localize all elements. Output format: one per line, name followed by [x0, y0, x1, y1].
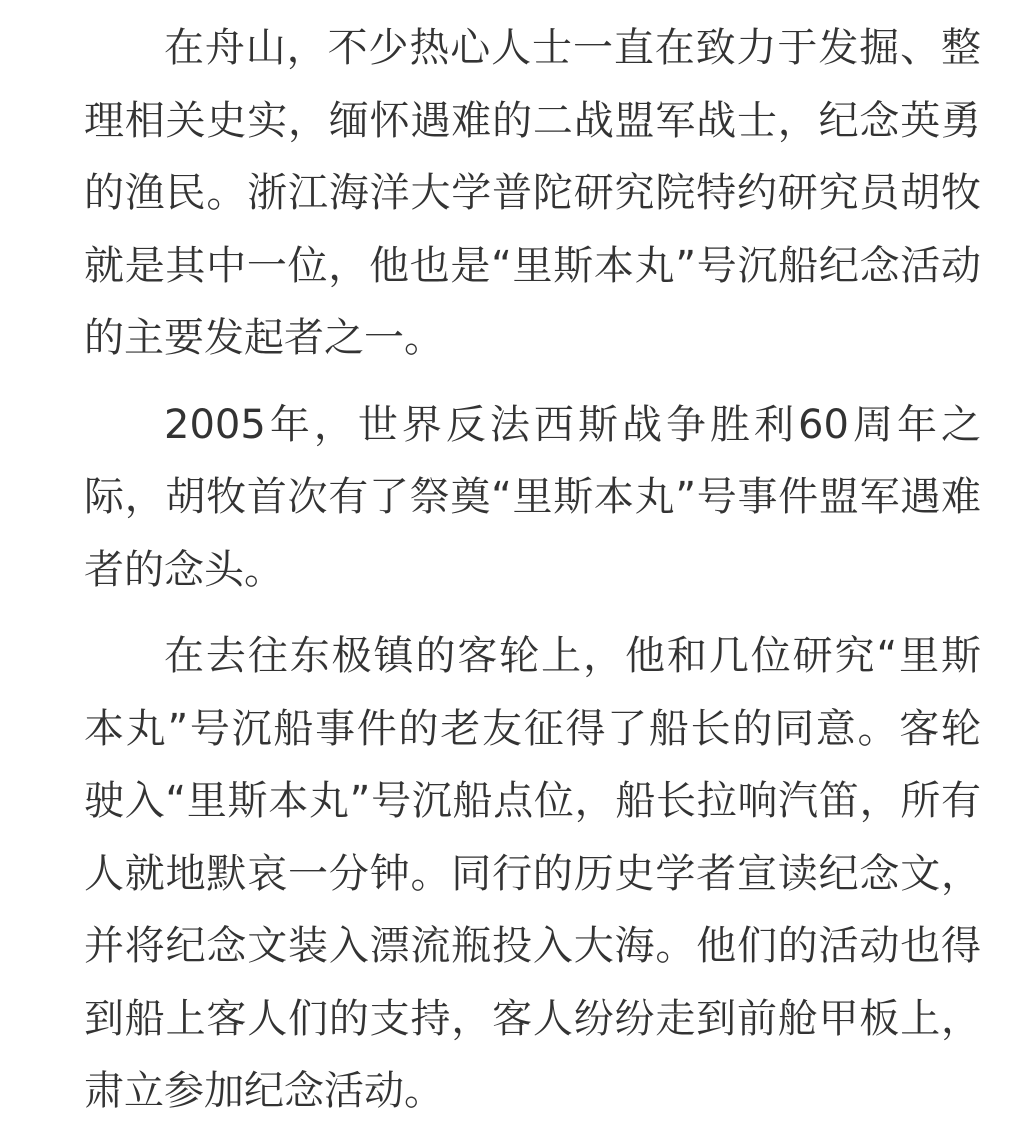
paragraph-2: 2005年，世界反法西斯战争胜利60周年之际，胡牧首次有了祭奠“里斯本丸”号事件盟军遇难者的念头。: [84, 401, 981, 593]
paragraph-3: 在去往东极镇的客轮上，他和几位研究“里斯本丸”号沉船事件的老友征得了船长的同意。客轮驶入“里斯本丸”号沉船点位，船长拉响汽笛，所有人就地默哀一分钟。同行的历史学者宣读纪念文，并将纪念文装入漂流瓶投入大海。他们的活动也得到船上客人们的支持，客人纷纷走到前舱甲板上，肃立参加纪念活动。: [84, 633, 981, 1114]
paragraph-1: 在舟山，不少热心人士一直在致力于发掘、整理相关史实，缅怀遇难的二战盟军战士，纪念英勇的渔民。浙江海洋大学普陀研究院特约研究员胡牧就是其中一位，他也是“里斯本丸”号沉船纪念活动的主要发起者之一。: [84, 25, 981, 361]
